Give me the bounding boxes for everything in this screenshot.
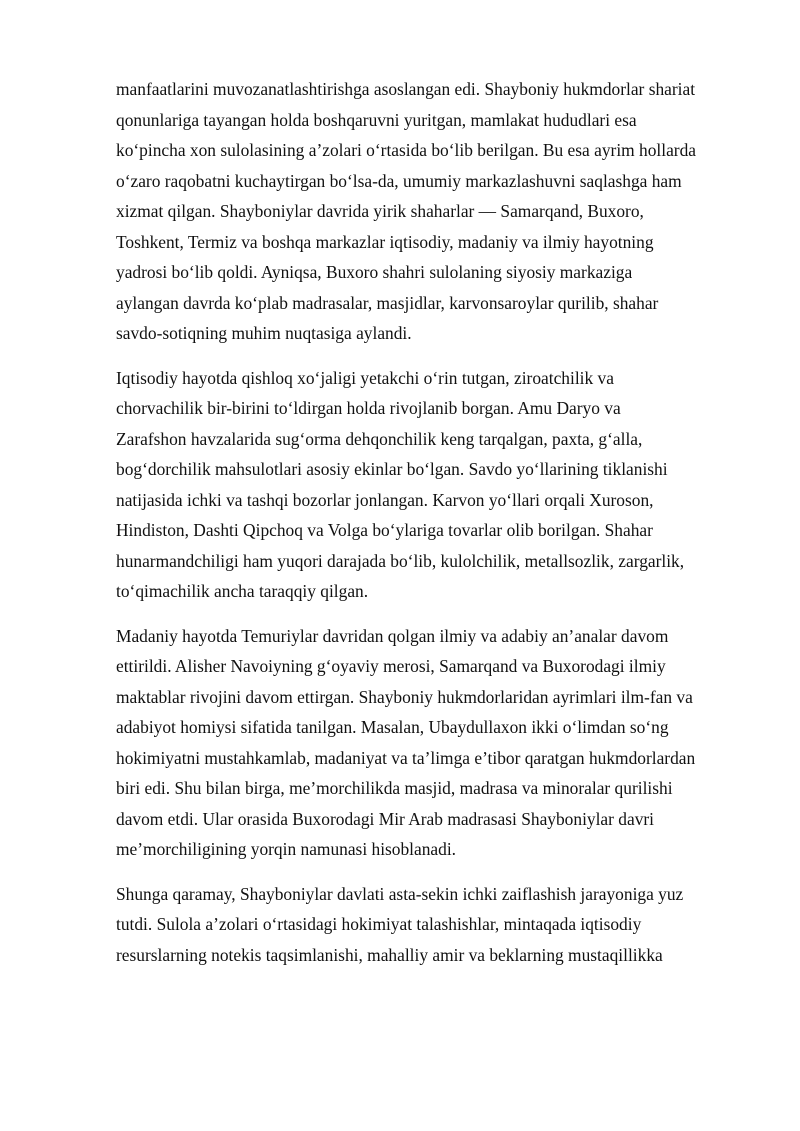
text-line: natijasida ichki va tashqi bozorlar jonlangan. Karvon yo‘llari orqali Xuroson, (116, 489, 654, 510)
paragraph-culture (116, 621, 744, 865)
text-line: ettirildi. Alisher Navoiyning g‘oyaviy merosi, Samarqand va Buxorodagi ilmiy (116, 656, 666, 676)
paragraph-decline (116, 879, 744, 971)
text-line: qonunlariga tayangan holda boshqaruvni yuritgan, mamlakat hududlari esa (116, 109, 637, 130)
text-line: o‘zaro raqobatni kuchaytirgan bo‘lsa-da, umumiy markazlashuvni saqlashga ham (116, 170, 682, 191)
text-line: davom etdi. Ular orasida Buxorodagi Mir Arab madrasasi Shayboniylar davri (116, 808, 655, 829)
text-line: resurslarning notekis taqsimlanishi, mahalliy amir va beklarning mustaqillikka (116, 944, 663, 965)
text-line: tutdi. Sulola a’zolari o‘rtasidagi hokimiyat talashishlar, mintaqada iqtisodiy (116, 914, 642, 934)
text-line: hunarmandchiligi ham yuqori darajada bo‘lib, kulolchilik, metallsozlik, zargarlik, (116, 550, 685, 571)
text-line: Zarafshon havzalarida sug‘orma dehqonchilik keng tarqalgan, paxta, g‘alla, (116, 428, 643, 449)
text-line: Toshkent, Termiz va boshqa markazlar iqtisodiy, madaniy va ilmiy hayotning (116, 231, 654, 252)
paragraph-administration (116, 74, 744, 349)
text-line: Madaniy hayotda Temuriylar davridan qolgan ilmiy va adabiy an’analar davom (116, 625, 669, 646)
text-line: me’morchiligining yorqin namunasi hisoblanadi. (116, 839, 457, 859)
text-line: bog‘dorchilik mahsulotlari asosiy ekinlar bo‘lgan. Savdo yo‘llarining tiklanishi (116, 459, 668, 479)
text-line: Iqtisodiy hayotda qishloq xo‘jaligi yetakchi o‘rin tutgan, ziroatchilik va (116, 367, 614, 388)
text-line: maktablar rivojini davom ettirgan. Shayboniy hukmdorlaridan ayrimlari ilm-fan va (116, 686, 693, 707)
text-line: manfaatlarini muvozanatlashtirishga asoslangan edi. Shayboniy hukmdorlar shariat (116, 79, 696, 99)
text-line: savdo-sotiqning muhim nuqtasiga aylandi. (116, 323, 412, 343)
document-body (116, 74, 744, 984)
text-line: to‘qimachilik ancha taraqqiy qilgan. (116, 581, 369, 601)
text-line: hokimiyatni mustahkamlab, madaniyat va ta’limga e’tibor qaratgan hukmdorlardan (116, 747, 696, 768)
text-line: chorvachilik bir-birini to‘ldirgan holda rivojlanib borgan. Amu Daryo va (116, 398, 621, 418)
text-line: Hindiston, Dashti Qipchoq va Volga bo‘ylariga tovarlar olib borilgan. Shahar (116, 520, 653, 540)
paragraph-economy (116, 363, 744, 607)
text-line: biri edi. Shu bilan birga, me’morchilikda masjid, madrasa va minoralar qurilishi (116, 778, 673, 798)
text-line: xizmat qilgan. Shayboniylar davrida yirik shaharlar — Samarqand, Buxoro, (116, 201, 644, 221)
text-line: adabiyot homiysi sifatida tanilgan. Masalan, Ubaydullaxon ikki o‘limdan so‘ng (116, 717, 669, 737)
text-line: aylangan davrda ko‘plab madrasalar, masjidlar, karvonsaroylar qurilib, shahar (116, 292, 659, 313)
text-line: ko‘pincha xon sulolasining a’zolari o‘rtasida bo‘lib berilgan. Bu esa ayrim hollarda (116, 140, 697, 160)
text-line: yadrosi bo‘lib qoldi. Ayniqsa, Buxoro shahri sulolaning siyosiy markaziga (116, 262, 633, 282)
text-line: Shunga qaramay, Shayboniylar davlati asta-sekin ichki zaiflashish jarayoniga yuz (116, 883, 684, 904)
